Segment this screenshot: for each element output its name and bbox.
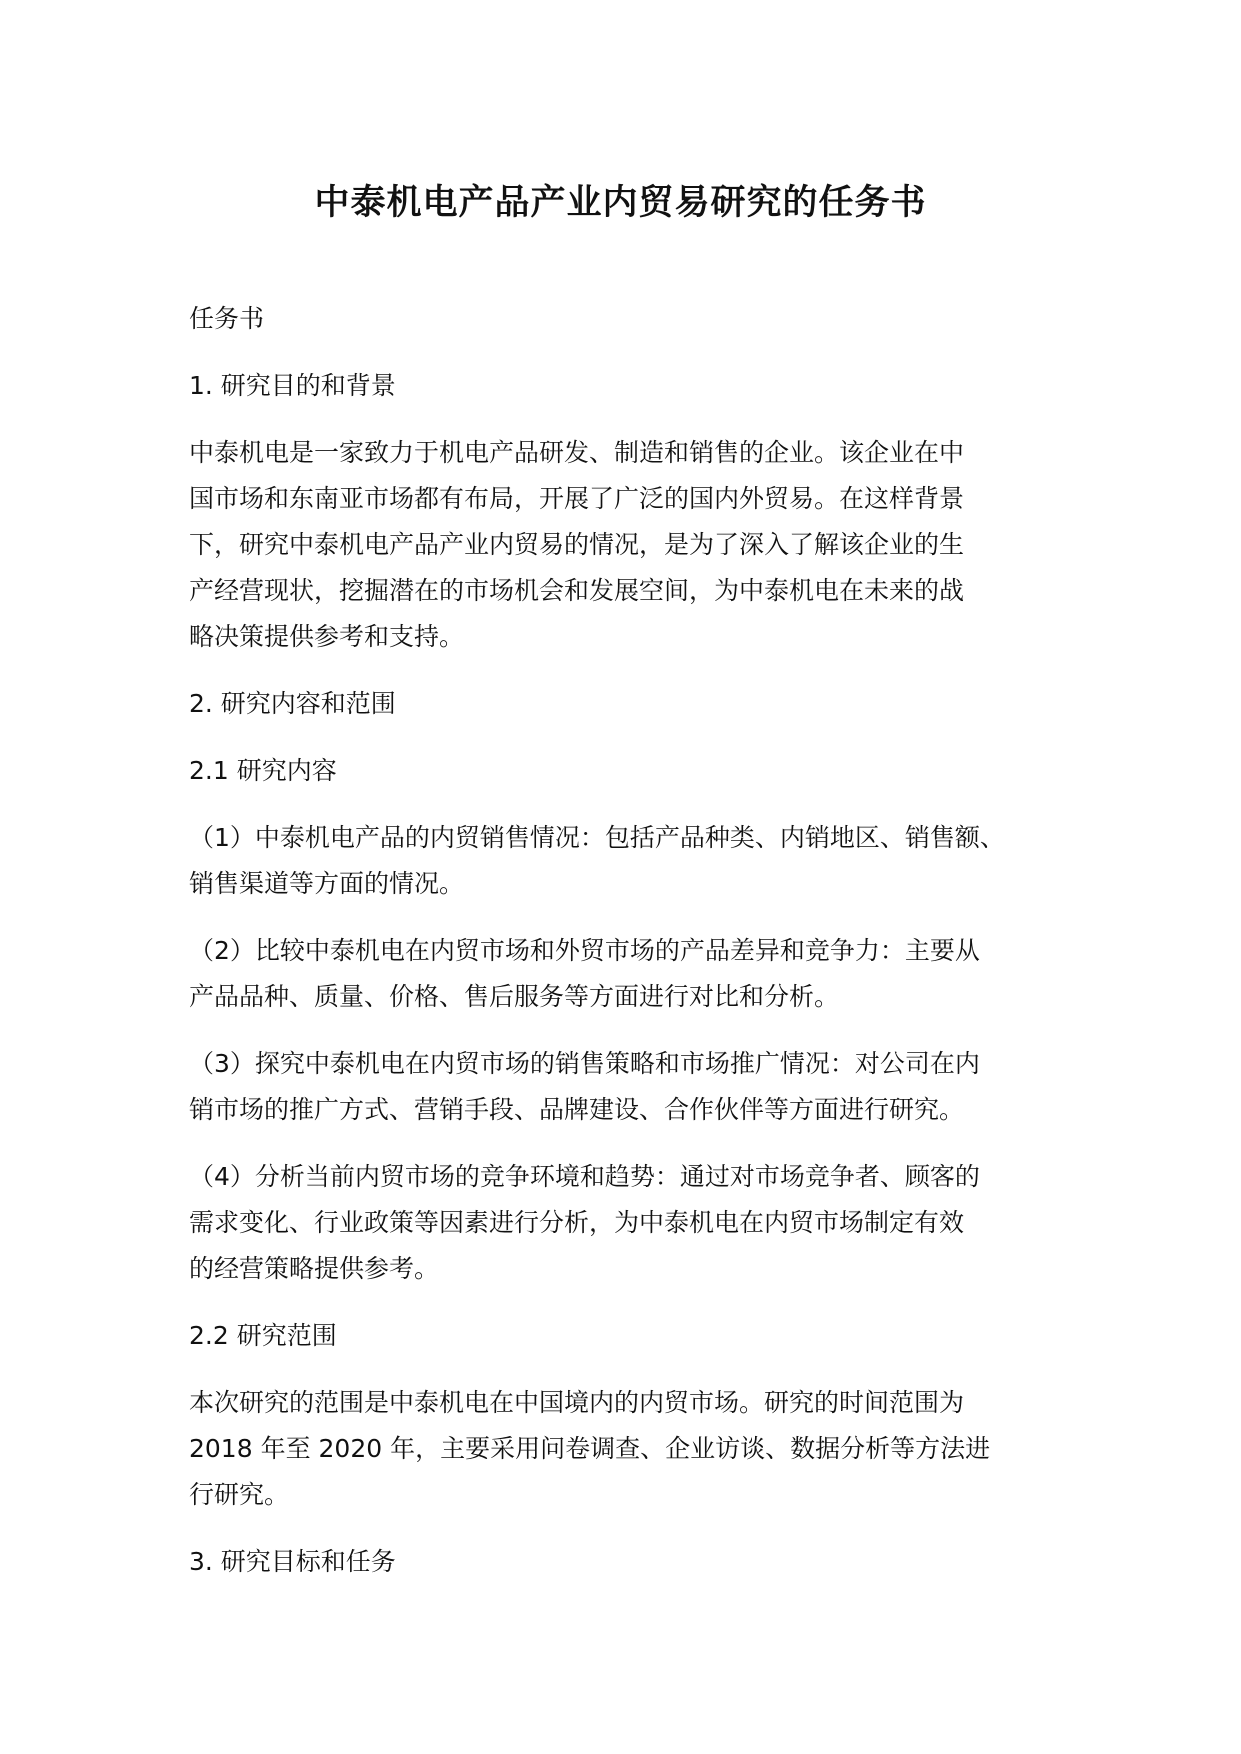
text-line: 行研究。 [189, 1480, 290, 1509]
paragraph-content-item-1 [189, 815, 1079, 907]
text-line: （2）比较中泰机电在内贸市场和外贸市场的产品差异和竞争力：主要从 [189, 936, 980, 965]
text-line: 销市场的推广方式、营销手段、品牌建设、合作伙伴等方面进行研究。 [189, 1095, 965, 1124]
subsection-heading-2-1 [189, 748, 1079, 794]
text-line: （1）中泰机电产品的内贸销售情况：包括产品种类、内销地区、销售额、 [189, 823, 1005, 852]
document-title: 中泰机电产品产业内贸易研究的任务书 [314, 183, 927, 223]
paragraph-background [189, 430, 1079, 660]
text-line: 的经营策略提供参考。 [189, 1254, 440, 1283]
section-heading-2 [189, 681, 1079, 727]
text-line: 产经营现状，挖掘潜在的市场机会和发展空间，为中泰机电在未来的战 [189, 576, 965, 605]
section-heading-3 [189, 1539, 1079, 1585]
text-line: 2.1 研究内容 [189, 756, 337, 785]
text-line: 1. 研究目的和背景 [189, 371, 396, 400]
document-body [189, 296, 1079, 1606]
text-line: 任务书 [189, 304, 265, 333]
text-line: （3）探究中泰机电在内贸市场的销售策略和市场推广情况：对公司在内 [189, 1049, 980, 1078]
text-line: 2018 年至 2020 年，主要采用问卷调查、企业访谈、数据分析等方法进 [189, 1434, 991, 1463]
text-line: 需求变化、行业政策等因素进行分析，为中泰机电在内贸市场制定有效 [189, 1208, 965, 1237]
text-line: 中泰机电是一家致力于机电产品研发、制造和销售的企业。该企业在中 [189, 438, 965, 467]
paragraph-content-item-2 [189, 928, 1079, 1020]
text-line: 下，研究中泰机电产品产业内贸易的情况，是为了深入了解该企业的生 [189, 530, 965, 559]
paragraph-scope [189, 1380, 1079, 1518]
paragraph-heading-task-book [189, 296, 1079, 342]
text-line: （4）分析当前内贸市场的竞争环境和趋势：通过对市场竞争者、顾客的 [189, 1162, 980, 1191]
subsection-heading-2-2 [189, 1313, 1079, 1359]
section-heading-1 [189, 363, 1079, 409]
text-line: 国市场和东南亚市场都有布局，开展了广泛的国内外贸易。在这样背景 [189, 484, 965, 513]
text-line: 略决策提供参考和支持。 [189, 622, 465, 651]
text-line: 本次研究的范围是中泰机电在中国境内的内贸市场。研究的时间范围为 [189, 1388, 965, 1417]
paragraph-content-item-3 [189, 1041, 1079, 1133]
text-line: 2.2 研究范围 [189, 1321, 337, 1350]
text-line: 3. 研究目标和任务 [189, 1547, 396, 1576]
text-line: 2. 研究内容和范围 [189, 689, 396, 718]
text-line: 产品品种、质量、价格、售后服务等方面进行对比和分析。 [189, 982, 840, 1011]
text-line: 销售渠道等方面的情况。 [189, 869, 465, 898]
paragraph-content-item-4 [189, 1154, 1079, 1292]
